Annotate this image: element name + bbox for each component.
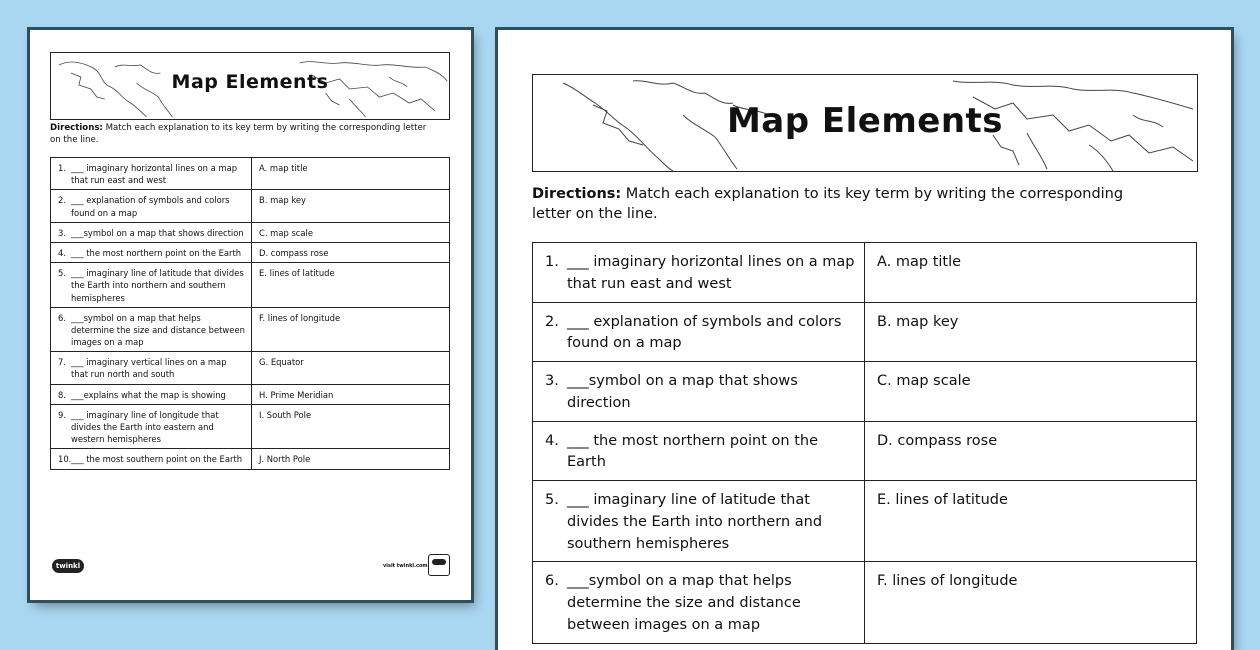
question-text: ___ imaginary horizontal lines on a map that run east and west [71,163,238,186]
table-row [51,242,450,262]
directions-text: Match each explanation to its key term by writing the corresponding letter on the line. [532,186,1124,222]
row-number: 4. [58,247,66,258]
table-row [533,421,1197,481]
row-number: 8. [58,389,66,400]
answer-text: B. map key [252,190,450,222]
table-row [51,190,450,222]
question-text: ___ imaginary vertical lines on a map that run north and south [71,357,227,380]
row-number: 7. [58,357,66,368]
row-number: 3. [545,373,559,389]
question-text: ___ imaginary line of latitude that divides the Earth into northern and southern hemispheres [71,268,244,303]
table-row [533,243,1197,303]
table-row [533,362,1197,422]
question-text: ___ imaginary line of longitude that divides the Earth into eastern and western hemispheres [71,409,219,445]
footer-url: visit twinkl.com [383,563,428,569]
question-text: ___symbol on a map that shows direction [71,227,244,238]
table-row [533,481,1197,562]
answer-text: A. map title [252,158,450,190]
answer-text: J. North Pole [252,449,450,469]
row-number: 3. [58,227,66,238]
matching-table [532,242,1197,644]
worksheet-title: Map Elements [171,71,329,93]
row-number: 5. [58,268,66,279]
answer-text: B. map key [865,302,1197,362]
answer-text: H. Prime Meridian [252,384,450,404]
answer-text: A. map title [865,243,1197,303]
table-row [51,158,450,190]
title-banner [532,74,1198,172]
title-banner [50,52,450,120]
row-number: 10. [58,454,72,465]
answer-text: D. compass rose [865,421,1197,481]
table-row [51,404,450,449]
worksheet-title: Map Elements [726,101,1004,141]
question-text: ___ imaginary line of latitude that divides the Earth into northern and southern hemispheres [567,492,823,552]
question-text: ___symbol on a map that helps determine the size and distance between images on a map [567,573,801,633]
worksheet-preview-large [498,30,1231,650]
row-number: 5. [545,492,559,508]
row-number: 2. [58,195,66,206]
row-number: 6. [58,312,66,323]
answer-text: I. South Pole [252,404,450,449]
directions [50,123,430,146]
question-text: ___ the most northern point on the Earth [567,432,818,471]
curriculum-badge-icon [428,554,450,576]
twinkl-logo: twinkl [52,559,84,573]
row-number: 1. [545,254,559,270]
directions-text: Match each explanation to its key term by writing the corresponding letter on the line. [50,123,427,145]
answer-text: F. lines of longitude [865,562,1197,643]
table-row [51,222,450,242]
table-row [51,263,450,308]
question-text: ___ imaginary horizontal lines on a map that run east and west [567,254,855,292]
question-text: ___ the most southern point on the Earth [71,454,243,465]
question-text: ___explains what the map is showing [71,389,226,400]
table-row [533,302,1197,362]
question-text: ___symbol on a map that helps determine the size and distance between images on a map [71,312,245,348]
directions-label: Directions: [532,186,622,202]
question-text: ___ explanation of symbols and colors found on a map [71,195,230,218]
answer-text: E. lines of latitude [252,263,450,308]
answer-text: C. map scale [865,362,1197,422]
table-row [51,384,450,404]
answer-text: D. compass rose [252,242,450,262]
directions [532,185,1152,224]
row-number: 6. [545,573,559,590]
table-row [533,562,1197,643]
row-number: 2. [545,313,559,330]
row-number: 9. [58,409,66,420]
answer-text: E. lines of latitude [865,481,1197,562]
table-row [51,449,450,469]
directions-label: Directions: [50,123,103,133]
worksheet-preview-small [30,30,471,600]
answer-text: C. map scale [252,222,450,242]
question-text: ___ the most northern point on the Earth [71,247,242,258]
table-row [51,307,450,352]
question-text: ___ explanation of symbols and colors found on a map [567,313,842,352]
matching-table [50,157,450,470]
table-row [51,352,450,384]
answer-text: G. Equator [252,352,450,384]
row-number: 4. [545,432,559,449]
question-text: ___symbol on a map that shows direction [567,373,798,411]
row-number: 1. [58,163,66,173]
answer-text: F. lines of longitude [252,307,450,352]
